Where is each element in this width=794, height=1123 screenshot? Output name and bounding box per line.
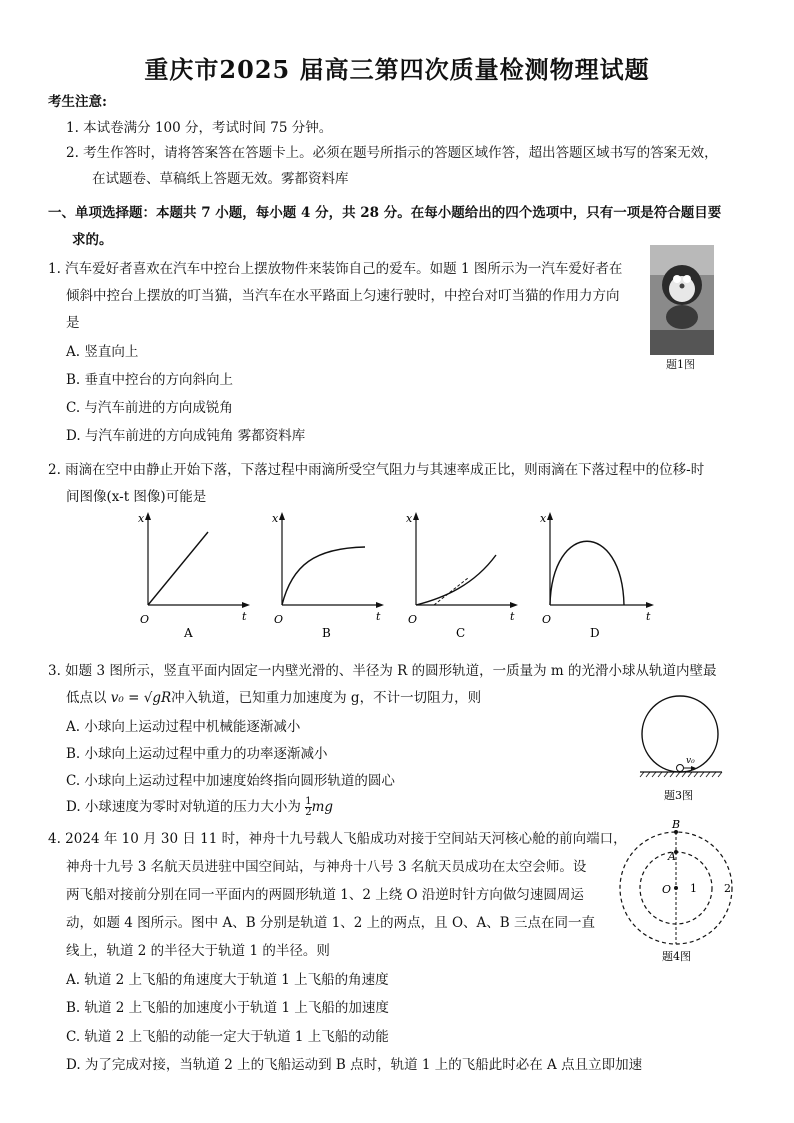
q3-option-d-post: mg (311, 799, 334, 815)
section-heading: 一、单项选择题：本题共 7 小题，每小题 4 分，共 28 分。在每小题给出的四个选项中，只有一项是符合题目要 (48, 205, 722, 221)
q3-figure (630, 692, 730, 807)
graph-d-origin: O (542, 613, 552, 626)
q4-option-c: C. 轨道 2 上飞船的动能一定大于轨道 1 上飞船的动能 (66, 1029, 389, 1045)
q4-line-3: 两飞船对接前分别在同一平面内的两圆形轨道 1、2 上绕 O 沿逆时针方向做匀速圆周运 (66, 887, 584, 903)
q3-formula: v₀ = √gR (110, 690, 172, 706)
q4-option-b: B. 轨道 2 上飞船的加速度小于轨道 1 上飞船的加速度 (66, 1000, 389, 1016)
graph-c-x-label: t (510, 610, 515, 623)
notice-heading: 考生注意: (48, 94, 107, 110)
q3-option-d (66, 797, 333, 818)
q3-line-2-post: 冲入轨道，已知重力加速度为 g，不计一切阻力，则 (171, 690, 482, 706)
q2-line-1: 2. 雨滴在空中由静止开始下落，下落过程中雨滴所受空气阻力与其速率成正比，则雨滴在下落过程中的位移-时 (48, 462, 705, 478)
q4-point-a-label: A (668, 850, 676, 863)
q4-option-a: A. 轨道 2 上飞船的角速度大于轨道 1 上飞船的角速度 (66, 972, 389, 988)
fraction-denominator: 2 (305, 807, 312, 818)
q1-figure (650, 245, 714, 355)
q2-graph-d (538, 510, 663, 645)
q3-figure-v0-label: v₀ (686, 756, 695, 766)
graph-a-x-label: t (242, 610, 247, 623)
q4-origin-label: O (662, 883, 672, 896)
q4-point-b-label: B (672, 818, 681, 831)
q4-orbit-2-label: 2 (724, 882, 731, 895)
graph-b-x-label: t (376, 610, 381, 623)
q2-line-2: 间图像(x-t 图像)可能是 (66, 489, 207, 505)
graph-b-y-label: x (272, 512, 279, 525)
q4-line-1: 4. 2024 年 10 月 30 日 11 时，神舟十九号载人飞船成功对接于空间站天河核心舱的前向端口， (48, 831, 627, 847)
q4-option-d: D. 为了完成对接，当轨道 2 上的飞船运动到 B 点时，轨道 1 上的飞船此时必在 A 点且立即加速 (66, 1057, 643, 1073)
q1-line-1: 1. 汽车爱好者喜欢在汽车中控台上摆放物件来装饰自己的爱车。如题 1 图所示为一汽车爱好者在 (48, 261, 623, 277)
q3-line-1: 3. 如题 3 图所示，竖直平面内固定一内壁光滑的、半径为 R 的圆形轨道，一质量为 m 的光滑小球从轨道内壁最 (48, 663, 717, 679)
page-title: 重庆市2025 届高三第四次质量检测物理试题 (144, 55, 650, 84)
graph-d-x-label: t (646, 610, 651, 623)
q1-option-c: C. 与汽车前进的方向成锐角 (66, 400, 233, 416)
graph-a-y-label: x (138, 512, 145, 525)
q1-line-2: 倾斜中控台上摆放的叮当猫，当汽车在水平路面上匀速行驶时，中控台对叮当猫的作用力方向 (66, 288, 620, 304)
q2-graph-b (270, 510, 390, 645)
graph-c-label: C (456, 626, 466, 640)
q4-line-5: 线上，轨道 2 的半径大于轨道 1 的半径。则 (66, 943, 330, 959)
graph-b-label: B (322, 626, 331, 640)
q1-option-a: A. 竖直向上 (66, 344, 139, 360)
q3-line-2 (66, 688, 481, 708)
section-heading-cont: 求的。 (72, 232, 113, 248)
q3-option-d-pre: D. 小球速度为零时对轨道的压力大小为 (66, 799, 301, 815)
q4-orbit-1-label: 1 (690, 882, 697, 895)
q3-option-a: A. 小球向上运动过程中机械能逐渐减小 (66, 719, 301, 735)
q1-figure-caption: 题1图 (666, 358, 695, 371)
graph-c-y-label: x (406, 512, 413, 525)
q2-graph-c (404, 510, 524, 645)
graph-a-label: A (184, 626, 193, 640)
q1-option-b: B. 垂直中控台的方向斜向上 (66, 372, 234, 388)
graph-a-origin: O (140, 613, 150, 626)
q4-line-2: 神舟十九号 3 名航天员进驻中国空间站，与神舟十八号 3 名航天员成功在太空会师。设 (66, 859, 587, 875)
q1-line-3: 是 (66, 315, 80, 331)
q4-line-4: 动，如题 4 图所示。图中 A、B 分别是轨道 1、2 上的两点，且 O、A、B 三点在同一直 (66, 915, 596, 931)
notice-item-2: 2. 考生作答时，请将答案答在答题卡上。必须在题号所指示的答题区域作答，超出答题区域书写的答案无效， (66, 145, 718, 161)
graph-d-label: D (590, 626, 600, 640)
notice-item-2-cont: 在试题卷、草稿纸上答题无效。雾都资料库 (92, 171, 349, 187)
q3-option-c: C. 小球向上运动过程中加速度始终指向圆形轨道的圆心 (66, 773, 395, 789)
graph-b-origin: O (274, 613, 284, 626)
q3-figure-caption: 题3图 (664, 789, 693, 802)
q4-figure (610, 818, 750, 966)
q4-figure-caption: 题4图 (662, 950, 691, 963)
graph-c-origin: O (408, 613, 418, 626)
q1-option-d: D. 与汽车前进的方向成钝角 雾都资料库 (66, 428, 306, 444)
fraction-numerator: 1 (305, 796, 312, 807)
q2-graph-a (136, 510, 256, 645)
q3-option-b: B. 小球向上运动过程中重力的功率逐渐减小 (66, 746, 328, 762)
q3-line-2-pre: 低点以 (66, 690, 111, 706)
notice-item-1: 1. 本试卷满分 100 分，考试时间 75 分钟。 (66, 120, 333, 136)
graph-d-y-label: x (540, 512, 547, 525)
